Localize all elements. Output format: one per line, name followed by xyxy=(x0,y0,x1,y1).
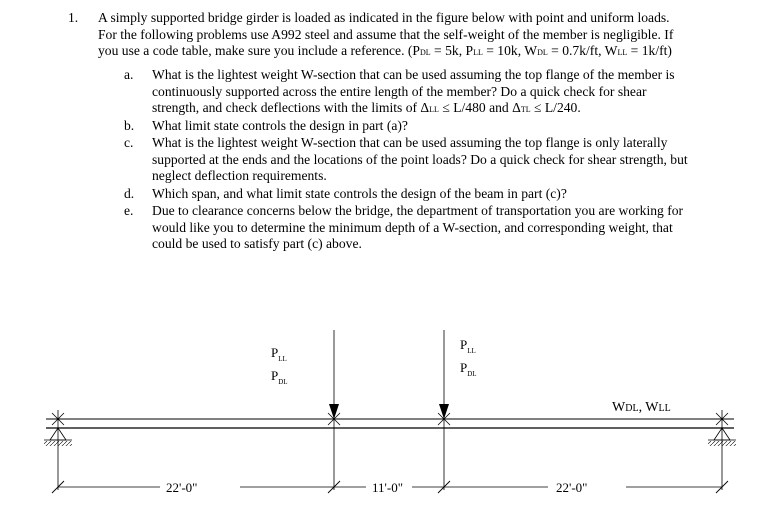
distributed-load-label: WDL, WLL xyxy=(612,400,671,415)
item-label: b. xyxy=(124,118,135,133)
problem-number: 1. xyxy=(68,10,79,25)
item-label: e. xyxy=(124,203,134,218)
dim-left-label: 22'-0" xyxy=(166,480,198,495)
item-text: What is the lightest weight W-section that can be used assuming the top flange is only laterally supported at the ends and the locations of the point loads? Do a quick check for shear strength, but neglect deflection requirements. xyxy=(152,135,688,184)
right-support xyxy=(708,410,736,490)
intro-line-1: A simply supported bridge girder is loaded as indicated in the figure below with point and uniform loads. xyxy=(98,10,670,25)
point-load-1 xyxy=(271,330,340,490)
load1-pdl-label: $P_{DL}$ xyxy=(271,368,288,386)
dimension-line xyxy=(52,480,728,495)
load2-pll-label: $P_{LL}$ xyxy=(460,337,476,355)
item-label: c. xyxy=(124,135,134,150)
left-support xyxy=(44,410,72,490)
item-label: d. xyxy=(124,186,135,201)
item-text: What limit state controls the design in part (a)? xyxy=(152,118,408,133)
point-load-2 xyxy=(438,330,477,490)
item-text: What is the lightest weight W-section that can be used assuming the top flange of the member is continuously supported across the entire length of the member? Do a quick check for shear strength, and check deflections with the limits of ΔLL ≤ L/480 and ΔTL ≤ L/240. xyxy=(152,67,675,116)
item-label: a. xyxy=(124,67,134,82)
item-text: Which span, and what limit state controls the design of the beam in part (c)? xyxy=(152,186,567,201)
dim-right-label: 22'-0" xyxy=(556,480,588,495)
dim-middle-label: 11'-0" xyxy=(372,480,403,495)
item-text: Due to clearance concerns below the bridge, the department of transportation you are working for would like you to determine the minimum depth of a W-section, and corresponding weight, that could be used to satisfy part (c) above. xyxy=(152,203,684,252)
load1-pll-label: $P_{LL}$ xyxy=(271,345,287,363)
intro-line-3: you use a code table, make sure you include a reference. (PDL = 5k, PLL = 10k, WDL = 0.7k/ft, WLL = 1k/ft) xyxy=(98,43,672,59)
load2-pdl-label: $P_{DL}$ xyxy=(460,360,477,378)
intro-line-2: For the following problems use A992 steel and assume that the self-weight of the member is negligible. If xyxy=(98,26,674,42)
